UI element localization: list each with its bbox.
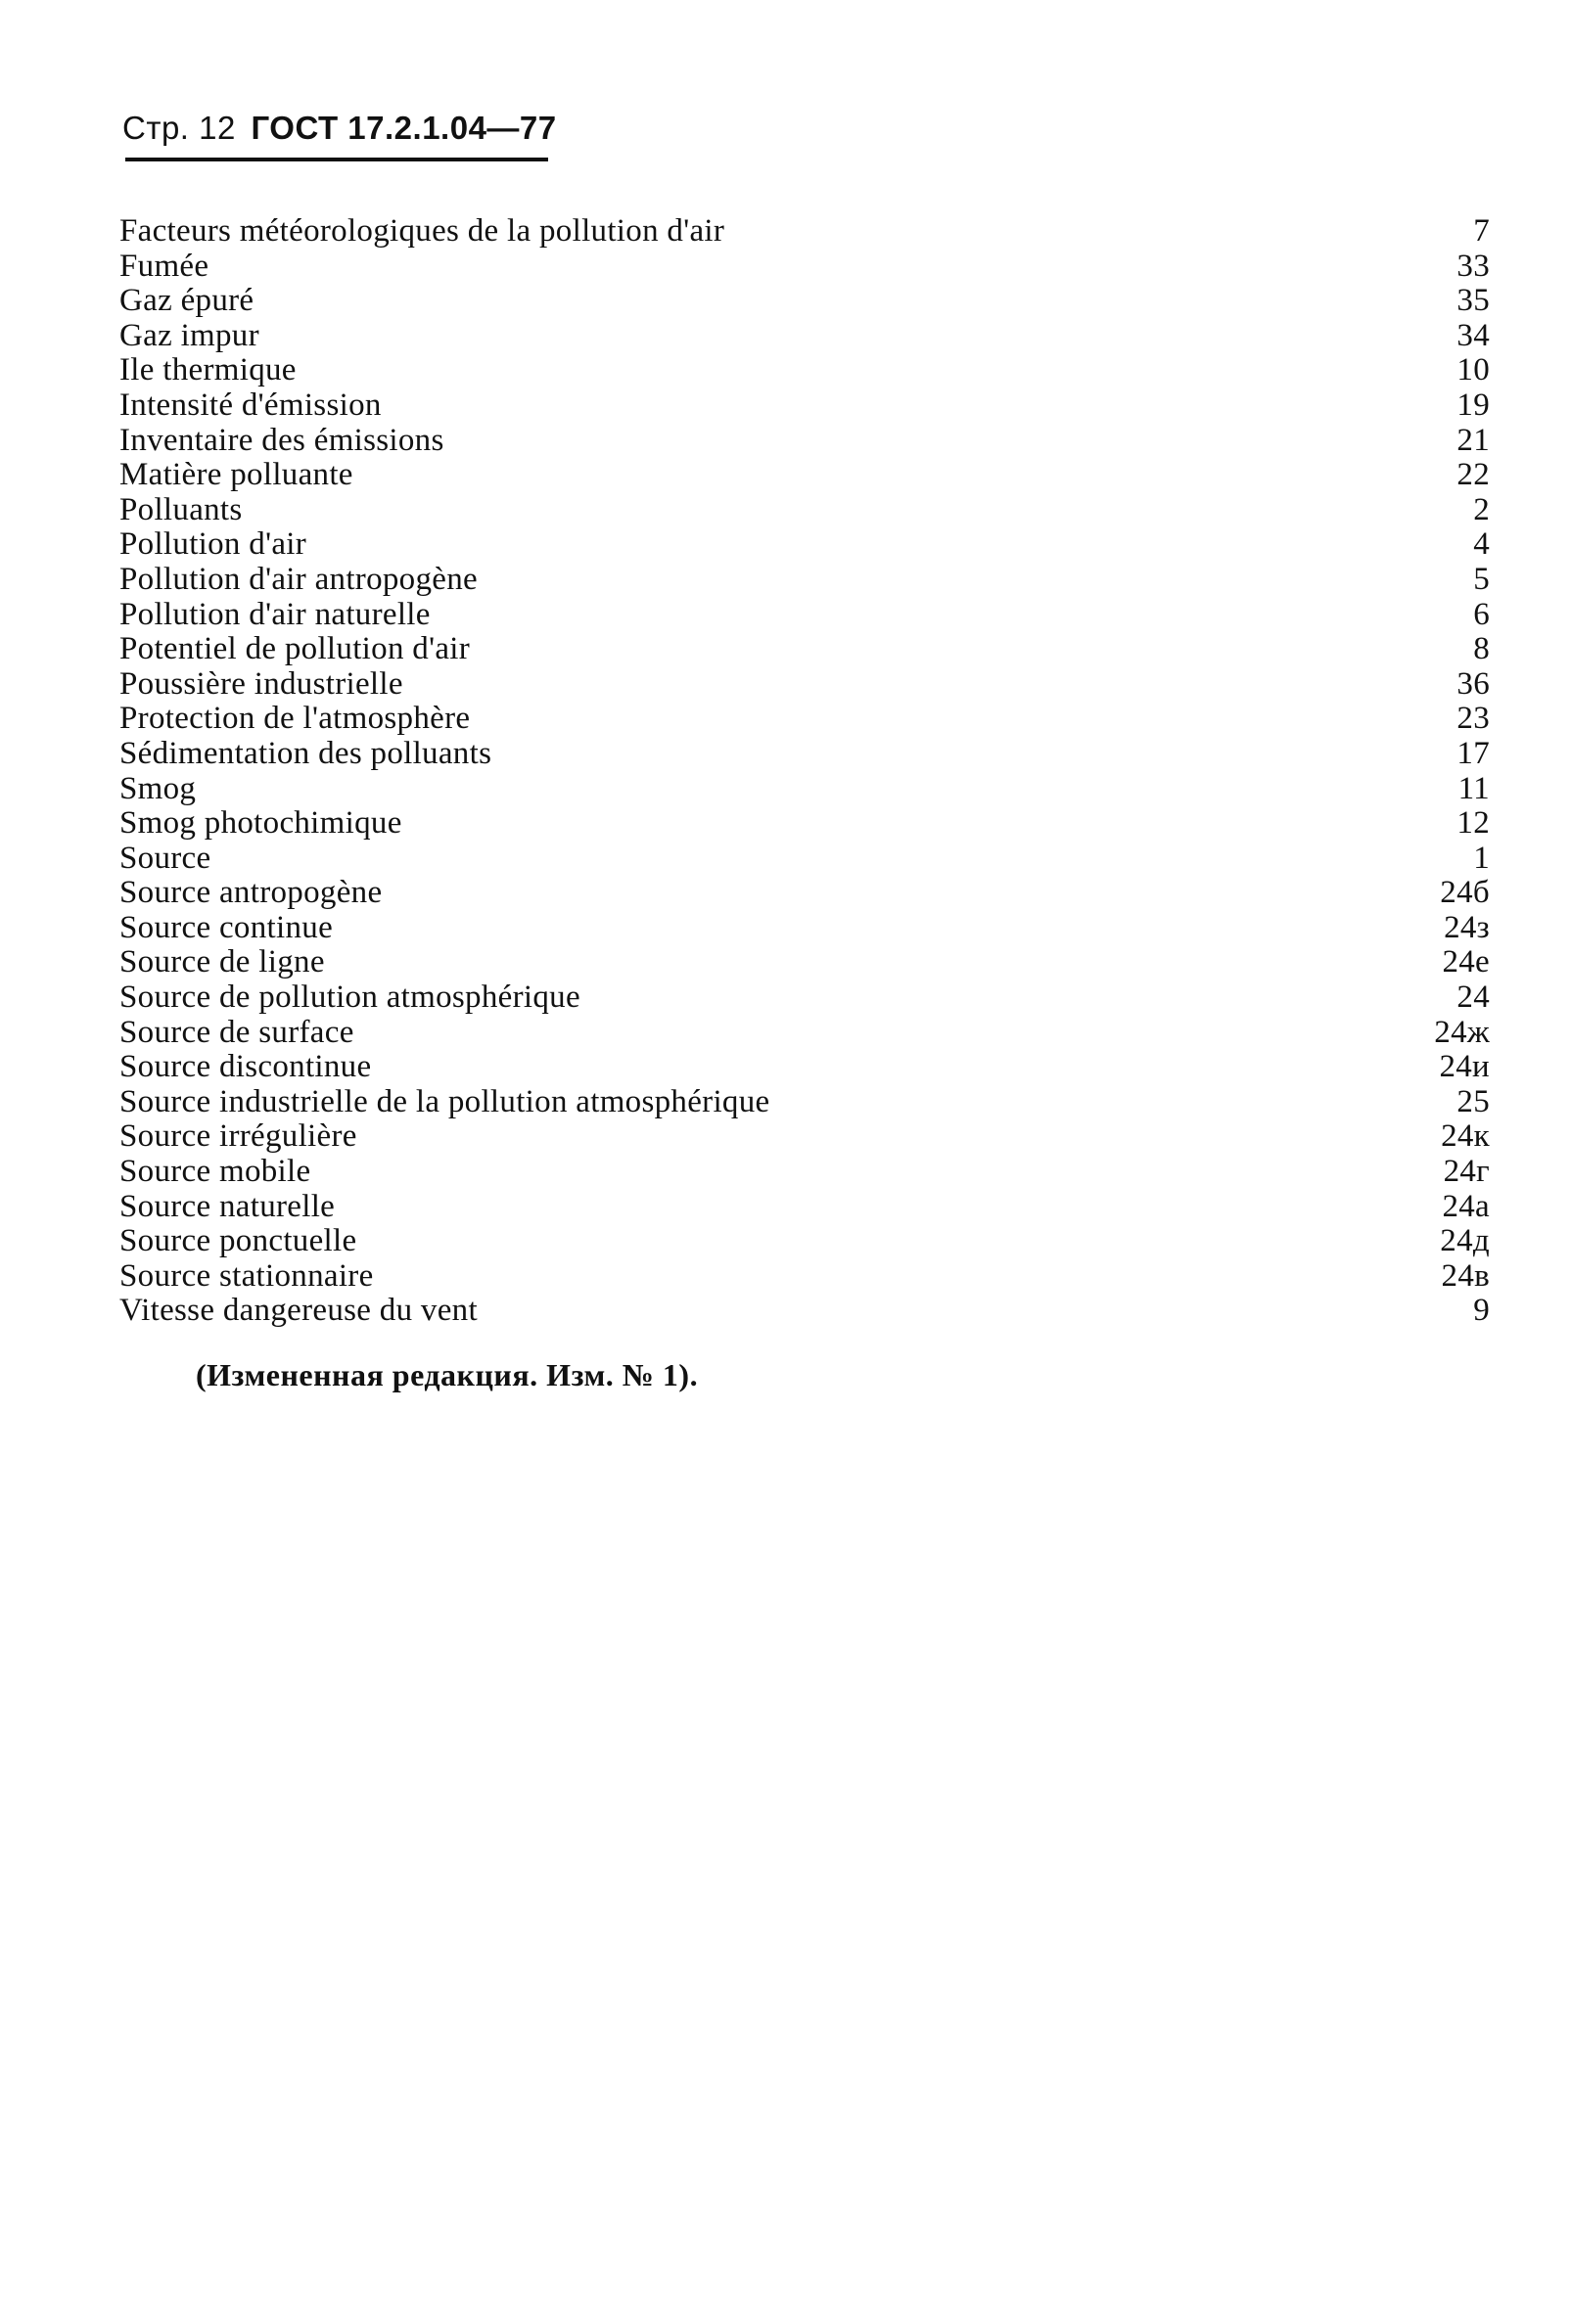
index-number: 17	[1456, 735, 1490, 771]
index-number: 24	[1456, 980, 1490, 1016]
index-term: Vitesse dangereuse du vent	[119, 1293, 478, 1329]
index-number: 4	[1473, 526, 1490, 563]
index-number: 24в	[1441, 1257, 1490, 1294]
index-term: Source stationnaire	[119, 1257, 374, 1294]
index-term: Source continue	[119, 909, 334, 945]
term-index	[119, 214, 1490, 1329]
index-row	[119, 250, 1490, 285]
index-row	[119, 772, 1490, 807]
index-term: Pollution d'air antropogène	[119, 561, 478, 597]
page-header	[122, 110, 557, 147]
index-term: Source naturelle	[119, 1188, 336, 1224]
index-term: Source discontinue	[119, 1049, 372, 1085]
index-number: 1	[1473, 840, 1490, 876]
index-row	[119, 702, 1490, 737]
index-row	[119, 563, 1490, 598]
index-row	[119, 353, 1490, 388]
index-term: Gaz épuré	[119, 283, 254, 319]
index-row	[119, 1190, 1490, 1225]
index-term: Inventaire des émissions	[119, 422, 444, 458]
index-number: 2	[1473, 491, 1490, 527]
index-row	[119, 1119, 1490, 1155]
index-row	[119, 598, 1490, 633]
index-row	[119, 424, 1490, 459]
index-row	[119, 1016, 1490, 1051]
index-number: 9	[1473, 1293, 1490, 1329]
index-number: 19	[1456, 387, 1490, 423]
index-number: 24а	[1442, 1188, 1490, 1224]
index-row	[119, 527, 1490, 563]
index-row	[119, 284, 1490, 319]
index-term: Source antropogène	[119, 875, 383, 911]
index-number: 24и	[1439, 1049, 1490, 1085]
index-term: Facteurs météorologiques de la pollution d'air	[119, 213, 725, 249]
index-term: Matière polluante	[119, 457, 353, 493]
index-number: 6	[1473, 596, 1490, 632]
index-row	[119, 737, 1490, 772]
index-row	[119, 493, 1490, 528]
index-term: Smog photochimique	[119, 805, 402, 842]
index-number: 22	[1456, 457, 1490, 493]
index-term: Source de surface	[119, 1014, 354, 1050]
index-row	[119, 842, 1490, 877]
index-row	[119, 1294, 1490, 1329]
index-number: 11	[1457, 770, 1490, 806]
index-term: Polluants	[119, 491, 243, 527]
index-row	[119, 319, 1490, 354]
index-row	[119, 667, 1490, 703]
index-row	[119, 980, 1490, 1016]
index-row	[119, 876, 1490, 911]
index-term: Source industrielle de la pollution atmosphérique	[119, 1083, 770, 1119]
index-term: Source mobile	[119, 1154, 311, 1190]
index-row	[119, 1259, 1490, 1295]
index-number: 12	[1456, 805, 1490, 842]
index-term: Protection de l'atmosphère	[119, 701, 471, 737]
index-row	[119, 1224, 1490, 1259]
index-number: 5	[1473, 561, 1490, 597]
header-rule	[125, 158, 548, 161]
index-term: Sédimentation des polluants	[119, 735, 492, 771]
index-row	[119, 388, 1490, 424]
index-number: 10	[1456, 352, 1490, 388]
index-term: Source de pollution atmosphérique	[119, 980, 580, 1016]
index-term: Ile thermique	[119, 352, 297, 388]
index-term: Source de ligne	[119, 944, 325, 980]
standard-id: ГОСТ 17.2.1.04—77	[251, 110, 557, 146]
index-number: 24б	[1440, 875, 1490, 911]
index-term: Potentiel de pollution d'air	[119, 631, 471, 667]
index-row	[119, 806, 1490, 842]
index-row	[119, 458, 1490, 493]
index-number: 24з	[1444, 909, 1490, 945]
index-row	[119, 911, 1490, 946]
index-term: Gaz impur	[119, 317, 259, 353]
index-row	[119, 1050, 1490, 1085]
index-number: 36	[1456, 665, 1490, 702]
index-number: 21	[1456, 422, 1490, 458]
index-row	[119, 214, 1490, 250]
index-number: 34	[1456, 317, 1490, 353]
index-number: 7	[1473, 213, 1490, 249]
revision-note: (Измененная редакция. Изм. № 1).	[196, 1357, 699, 1392]
index-number: 24ж	[1434, 1014, 1490, 1050]
index-row	[119, 632, 1490, 667]
index-number: 24е	[1442, 944, 1490, 980]
index-number: 33	[1456, 248, 1490, 284]
index-term: Source ponctuelle	[119, 1223, 357, 1259]
page-number: Стр. 12	[122, 110, 236, 146]
index-number: 25	[1456, 1083, 1490, 1119]
index-term: Fumée	[119, 248, 209, 284]
index-term: Pollution d'air	[119, 526, 307, 563]
index-term: Source	[119, 840, 211, 876]
index-term: Poussière industrielle	[119, 665, 403, 702]
index-term: Smog	[119, 770, 197, 806]
index-number: 8	[1473, 631, 1490, 667]
index-term: Intensité d'émission	[119, 387, 382, 423]
index-number: 23	[1456, 701, 1490, 737]
index-term: Pollution d'air naturelle	[119, 596, 431, 632]
index-number: 35	[1456, 283, 1490, 319]
index-row	[119, 1085, 1490, 1120]
index-row	[119, 945, 1490, 980]
index-term: Source irrégulière	[119, 1118, 357, 1155]
index-number: 24к	[1441, 1118, 1490, 1155]
index-row	[119, 1155, 1490, 1190]
index-number: 24д	[1440, 1223, 1490, 1259]
index-number: 24г	[1443, 1154, 1490, 1190]
